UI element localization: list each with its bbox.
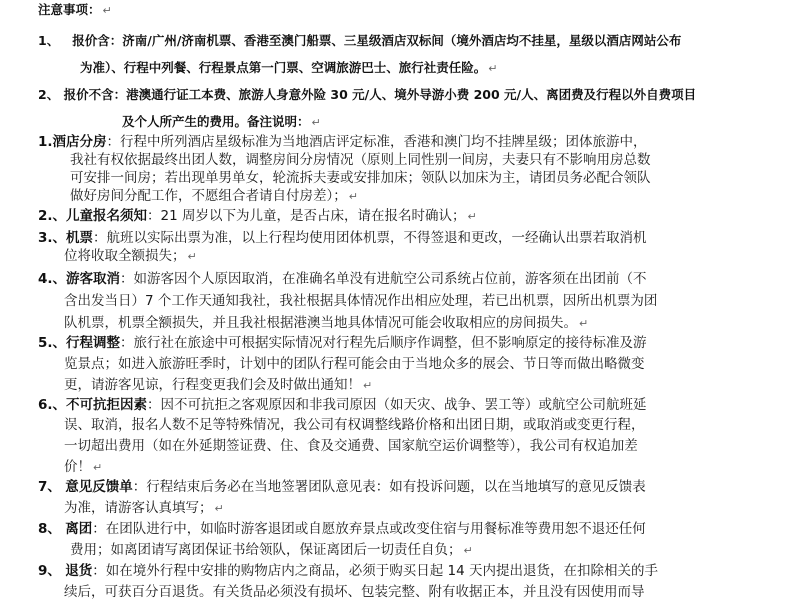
item-8-line-1: 8、 离团：在团队进行中，如临时游客退团或自愿放弃景点或改变住宿与用餐标准等费用恕不退还任何 (38, 521, 646, 537)
item-9-line-2: 续后，可获百分百退货。有关货品必须没有损坏、包装完整、附有收据正本，并且没有因使用而导 (64, 584, 645, 600)
item-5-line-1: 5.、行程调整：旅行社在旅途中可根据实际情况对行程先后顺序作调整，但不影响原定的接待标准及游 (38, 335, 647, 351)
top-item-1-line-2: 为准）、行程中列餐、行程景点第一门票、空调旅游巴士、旅行社责任险。 ↵ (80, 60, 498, 75)
top-item-2-line-1: 2、 报价不含：港澳通行证工本费、旅游人身意外险 30 元/人、境外导游小费 200 元/人、离团费及行程以外自费项目 (38, 87, 697, 102)
item-1-line-2: 我社有权依据最终出团人数，调整房间分房情况（原则上同性别一间房，夫妻只有不影响用房总数 (70, 152, 651, 168)
item-4-line-1: 4.、游客取消：如游客因个人原因取消，在准确名单没有进航空公司系统占位前，游客须在出团前（不 (38, 271, 647, 287)
item-3-line-2: 位将收取全额损失； ↵ (64, 248, 197, 264)
item-4-line-2: 含出发当日）7 个工作天通知我社，我社根据具体情况作出相应处理，若已出机票，因所出机票为团 (64, 293, 658, 309)
item-3-line-1: 3.、机票：航班以实际出票为准，以上行程均使用团体机票，不得签退和更改，一经确认出票若取消机 (38, 230, 647, 246)
top-item-2-line-2: 及个人所产生的费用。备注说明： ↵ (122, 114, 321, 129)
item-8-line-2: 费用；如离团请写离团保证书给领队，保证离团后一切责任自负； ↵ (70, 542, 473, 558)
item-1-line-1: 1.酒店分房：行程中所列酒店星级标准为当地酒店评定标准，香港和澳门均不挂牌星级；团体旅游中， (38, 134, 647, 150)
top-item-1-line-1: 1、 报价含：济南/广州/济南机票、香港至澳门船票、三星级酒店双标间（境外酒店均不挂星，星级以酒店网站公布 (38, 33, 682, 48)
item-6-line-1: 6.、不可抗拒因素：因不可抗拒之客观原因和非我司原因（如天灾、战争、罢工等）或航空公司航班延 (38, 397, 647, 413)
item-1-line-3: 可安排一间房；若出现单男单女，轮流拆夫妻或安排加床；领队以加床为主，请团员务必配合领队 (70, 170, 651, 186)
item-6-line-3: 一切超出费用（如在外延期签证费、住、食及交通费、国家航空运价调整等），我公司有权追加差 (64, 438, 638, 454)
item-7-line-2: 为准，请游客认真填写； ↵ (64, 500, 224, 516)
item-5-line-3: 更，请游客见谅，行程变更我们会及时做出通知！ ↵ (64, 377, 373, 393)
item-6-line-2: 误、取消，报名人数不足等特殊情况，我公司有权调整线路价格和出团日期，或取消或变更行程， (64, 417, 645, 433)
item-6-line-4: 价！ ↵ (64, 459, 103, 475)
item-5-line-2: 览景点；如进入旅游旺季时，计划中的团队行程可能会由于当地众多的展会、节日等而做出略微变 (64, 356, 645, 372)
item-2-line-1: 2.、儿童报名须知：21 周岁以下为儿童，是否占床，请在报名时确认； ↵ (38, 208, 477, 224)
item-1-line-4: 做好房间分配工作，不愿组合者请自付房差）； ↵ (70, 188, 358, 204)
item-7-line-1: 7、 意见反馈单：行程结束后务必在当地签署团队意见表：如有投诉问题，以在当地填写的意见反馈表 (38, 479, 646, 495)
notes-title: 注意事项： ↵ (38, 2, 112, 17)
item-9-line-1: 9、 退货：如在境外行程中安排的购物店内之商品，必须于购买日起 14 天内提出退货，在扣除相关的手 (38, 563, 658, 579)
item-4-line-3: 队机票，机票全额损失，并且我社根据港澳当地具体情况可能会收取相应的房间损失。 ↵ (64, 315, 589, 331)
